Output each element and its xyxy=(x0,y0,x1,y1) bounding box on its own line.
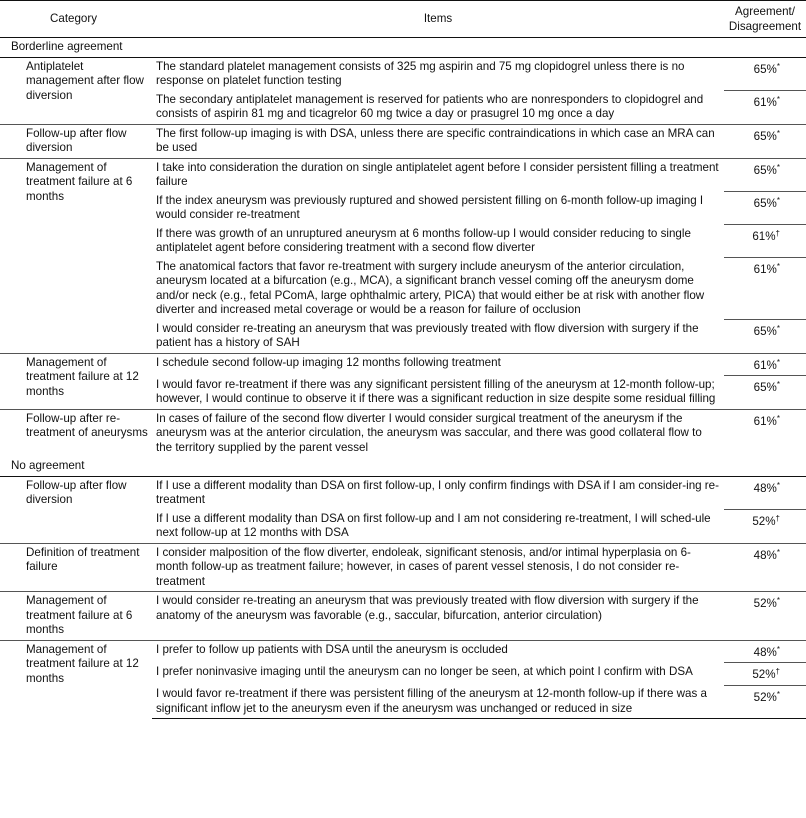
item-text: If I use a different modality than DSA on first follow-up, I only confirm findings with DSA if I am consider-ing re-treatment xyxy=(156,478,719,506)
table-body xyxy=(0,38,806,719)
item-text: The standard platelet management consists of 325 mg aspirin and 75 mg clopidogrel unless there is no response on platelet function testing xyxy=(156,59,685,87)
significance-mark: * xyxy=(776,162,780,172)
agreement-value: 65% xyxy=(753,381,777,394)
item-cell xyxy=(152,57,724,91)
agreement-cell xyxy=(724,476,806,510)
significance-mark: * xyxy=(776,380,780,389)
item-text: I take into consideration the duration on single antiplatelet agent before I consider persistent filling a treatment failure xyxy=(156,160,719,188)
header-items: Items xyxy=(152,1,724,38)
item-text: I schedule second follow-up imaging 12 months following treatment xyxy=(156,355,501,369)
agreement-value: 61% xyxy=(753,263,777,276)
significance-mark: * xyxy=(776,689,780,699)
significance-mark: * xyxy=(776,61,780,71)
item-text: The secondary antiplatelet management is reserved for patients who are nonresponders to clopidogrel and consists of aspirin 81 mg and ticagrelor 60 mg twice a day or prasugrel 10 mg once a day xyxy=(156,92,704,120)
item-cell xyxy=(152,685,724,719)
item-cell xyxy=(152,225,724,258)
table-row xyxy=(0,543,806,592)
agreement-value: 61% xyxy=(753,96,777,109)
significance-mark: * xyxy=(776,644,780,654)
category-cell: Follow-up after flow diversion xyxy=(0,124,152,158)
agreement-cell xyxy=(724,258,806,320)
item-cell xyxy=(152,353,724,376)
category-cell: Management of treatment failure at 12 months xyxy=(0,353,152,409)
item-text: If there was growth of an unruptured aneurysm at 6 months follow-up I would consider reducing to single antiplatelet agent before considering treatment with a second flow diverter xyxy=(156,226,691,254)
significance-mark: * xyxy=(776,596,780,605)
agreement-cell xyxy=(724,57,806,91)
agreement-value: 61% xyxy=(753,358,777,372)
table-row xyxy=(0,353,806,376)
item-text: I consider malposition of the flow diverter, endoleak, significant stenosis, and/or intimal hyperplasia on 6-month follow-up as treatment failure; however, in cases of parent vessel stenosis, I do not consider re-treatment xyxy=(156,545,691,588)
category-cell: Follow-up after re-treatment of aneurysms xyxy=(0,409,152,457)
item-cell xyxy=(152,158,724,192)
item-cell xyxy=(152,258,724,320)
table-row xyxy=(0,57,806,91)
item-text: The first follow-up imaging is with DSA, unless there are specific contraindications in which case an MRA can be used xyxy=(156,126,715,154)
item-cell xyxy=(152,376,724,410)
agreement-cell xyxy=(724,158,806,192)
header-category: Category xyxy=(0,1,152,38)
agreement-cell xyxy=(724,640,806,663)
significance-mark: * xyxy=(776,262,780,271)
item-text: I prefer noninvasive imaging until the aneurysm can no longer be seen, at which point I confirm with DSA xyxy=(156,664,693,678)
table-row xyxy=(0,409,806,457)
agreement-cell xyxy=(724,91,806,125)
agreement-cell xyxy=(724,320,806,354)
item-text: I would favor re-treatment if there was any significant persistent filling of the aneurysm at 12-month follow-up; however, I would continue to observe it if there was a significant reduction in size despite some residual filling xyxy=(156,377,716,405)
item-cell xyxy=(152,663,724,686)
section-row xyxy=(0,457,806,476)
significance-mark: * xyxy=(776,324,780,333)
category-cell: Follow-up after flow diversion xyxy=(26,478,127,506)
agreement-value: 52% xyxy=(753,690,777,704)
agreement-cell xyxy=(724,510,806,544)
item-cell xyxy=(152,192,724,225)
agreement-cell xyxy=(724,543,806,592)
item-text: I would consider re-treating an aneurysm that was previously treated with flow diversion with surgery if the anatomy of the aneurysm was favorable (e.g., saccular, bifurcation, anterior circulation) xyxy=(156,594,699,622)
table-row xyxy=(0,476,806,510)
agreement-value: 48% xyxy=(753,548,777,562)
significance-mark: * xyxy=(776,413,780,423)
table-row xyxy=(0,124,806,158)
item-cell xyxy=(152,592,724,641)
agreement-cell xyxy=(724,663,806,686)
item-text: I would favor re-treatment if there was persistent filling of the aneurysm at 12-month follow-up if there was a significant inflow jet to the aneurysm even if the aneurysm was unchanged or reduced in size xyxy=(156,687,707,715)
agreement-value: 48% xyxy=(753,645,777,659)
agreement-cell xyxy=(724,592,806,641)
significance-mark: * xyxy=(776,196,780,205)
item-text: I prefer to follow up patients with DSA until the aneurysm is occluded xyxy=(156,642,508,656)
significance-mark: * xyxy=(776,547,780,557)
item-text: If I use a different modality than DSA on first follow-up and I am not considering re-treatment, I will sched-ule next follow-up at 12 months with DSA xyxy=(156,511,711,539)
table-row xyxy=(0,592,806,641)
agreement-cell xyxy=(724,685,806,719)
category-cell: Management of treatment failure at 6 months xyxy=(0,158,152,353)
item-text: If the index aneurysm was previously ruptured and showed persistent filling on 6-month follow-up imaging I would consider re-treatment xyxy=(156,193,704,221)
agreement-cell xyxy=(724,192,806,225)
item-text: The anatomical factors that favor re-treatment with surgery include aneurysm of the anterior circulation, aneurysm located at a bifurcation (e.g., MCA), a significant branch vessel coming off the aneurysm dome and/or neck (e.g., fetal PComA, large ophthalmic artery, PICA) that would either be at risk with another flow diverter and increased metal coverage or would be a reason for failure of occlusion xyxy=(156,259,705,316)
agreement-cell xyxy=(724,376,806,410)
item-cell xyxy=(152,91,724,125)
agreement-value: 48% xyxy=(753,481,777,495)
agreement-value: 61% xyxy=(752,230,776,243)
table-row xyxy=(0,158,806,192)
item-cell xyxy=(152,476,724,510)
agreement-cell xyxy=(724,353,806,376)
item-text: In cases of failure of the second flow diverter I would consider surgical treatment of the aneurysm if the aneurysm was at the anterior circulation, the aneurysm was saccular, and there was good collateral flow to the territory supplied by the parent vessel xyxy=(156,411,702,454)
item-cell xyxy=(152,409,724,457)
agreement-value: 65% xyxy=(753,163,777,177)
header-agreement: Agreement/ Disagreement xyxy=(724,1,806,38)
item-cell xyxy=(152,640,724,663)
category-cell: Management of treatment failure at 12 months xyxy=(0,640,152,719)
agreement-value: 65% xyxy=(753,197,777,210)
agreement-value: 65% xyxy=(753,62,777,76)
agreement-value: 52% xyxy=(752,515,776,528)
category-cell: Definition of treatment failure xyxy=(0,543,152,592)
agreement-value: 52% xyxy=(752,668,776,681)
significance-mark: † xyxy=(775,514,780,523)
category-cell: Management of treatment failure at 6 months xyxy=(0,592,152,641)
agreement-value: 65% xyxy=(753,325,777,338)
category-cell: Antiplatelet management after flow diversion xyxy=(26,59,144,102)
agreement-cell xyxy=(724,225,806,258)
significance-mark: * xyxy=(776,128,780,138)
section-title: No agreement xyxy=(0,457,806,476)
item-cell xyxy=(152,124,724,158)
item-cell xyxy=(152,510,724,544)
significance-mark: * xyxy=(776,357,780,367)
agreement-value: 61% xyxy=(753,414,777,428)
header-row xyxy=(0,1,806,38)
table-row xyxy=(0,640,806,663)
agreement-value: 65% xyxy=(753,129,777,143)
item-cell xyxy=(152,320,724,354)
agreement-cell xyxy=(724,124,806,158)
significance-mark: † xyxy=(775,229,780,238)
section-row xyxy=(0,38,806,58)
section-title: Borderline agreement xyxy=(0,38,806,58)
item-text: I would consider re-treating an aneurysm that was previously treated with flow diversion with surgery if the patient has a history of SAH xyxy=(156,321,699,349)
significance-mark: † xyxy=(775,667,780,676)
agreement-cell xyxy=(724,409,806,457)
significance-mark: * xyxy=(776,480,780,490)
item-cell xyxy=(152,543,724,592)
significance-mark: * xyxy=(776,95,780,104)
agreement-value: 52% xyxy=(753,597,777,610)
